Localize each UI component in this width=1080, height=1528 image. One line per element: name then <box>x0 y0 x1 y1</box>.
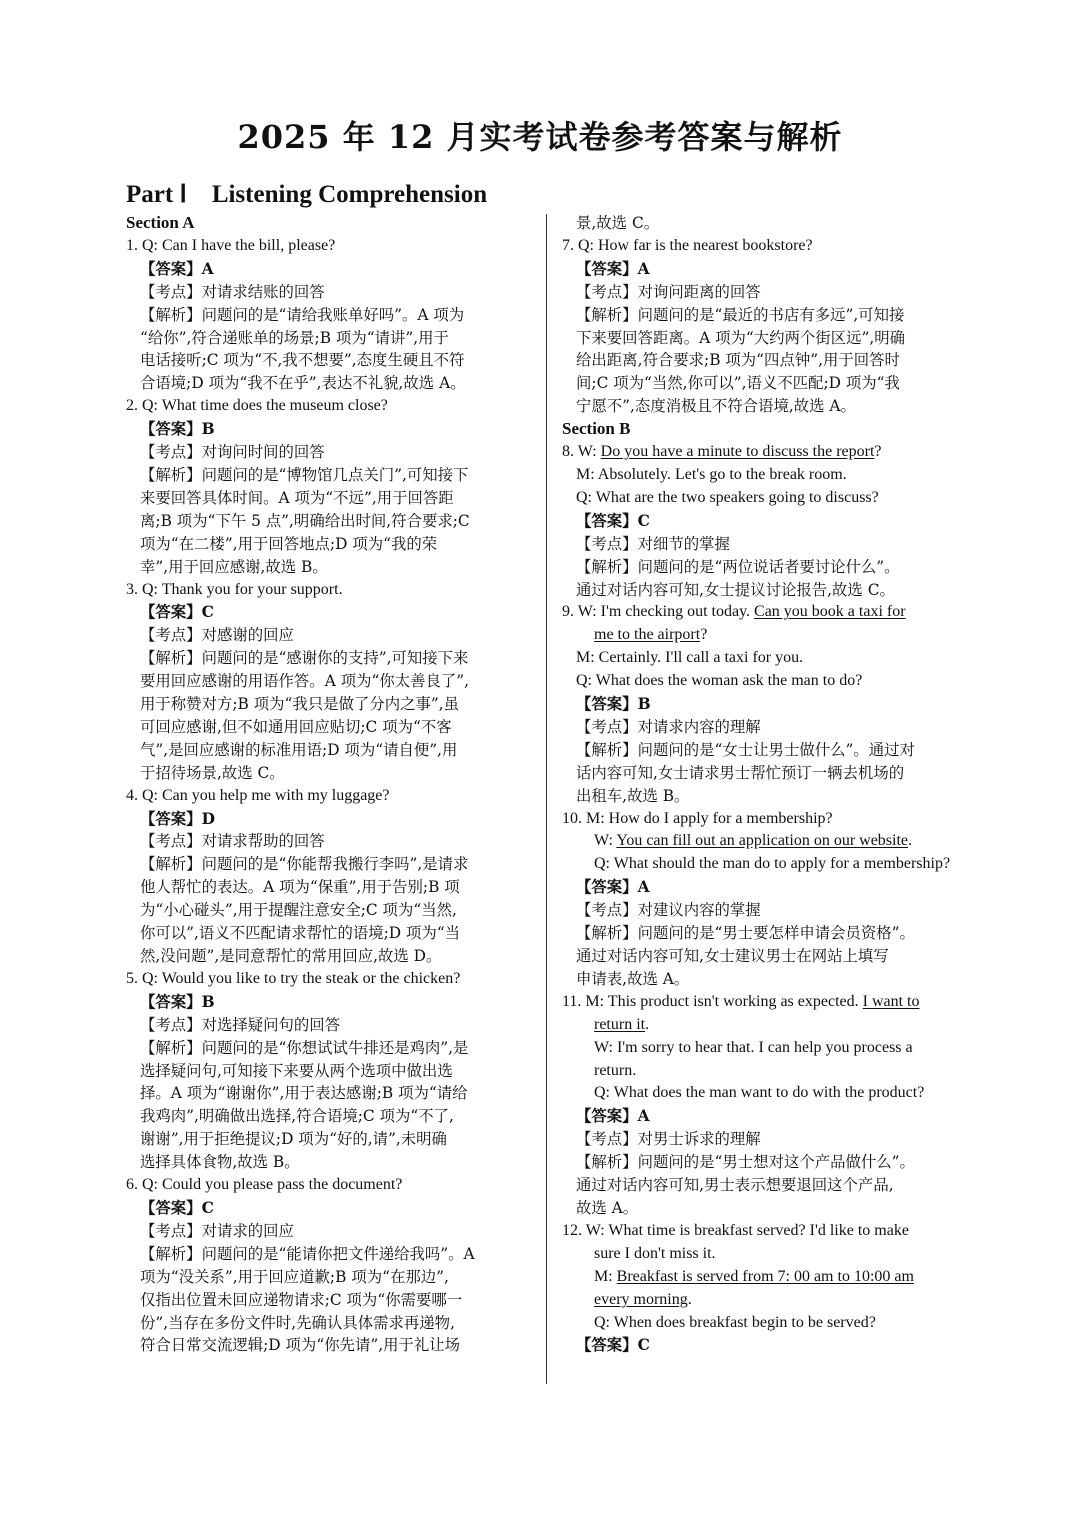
explanation-line <box>126 922 536 945</box>
dialogue-line <box>562 670 978 693</box>
part-heading: Part Ⅰ Listening Comprehension <box>126 181 488 208</box>
line-text: 9. W: I'm checking out today. <box>562 603 755 621</box>
explanation-line <box>126 372 536 395</box>
question-line <box>126 235 536 258</box>
line-text: 份”,当存在多份文件时,先确认具体需求再递物, <box>140 1313 455 1332</box>
line-text: 【解析】问题问的是“男士想对这个产品做什么”。 <box>576 1153 915 1172</box>
line-text: M: <box>594 1267 617 1285</box>
explanation-line <box>126 281 536 304</box>
line-text: 我鸡肉”,明确做出选择,符合语境;C 项为“不了, <box>140 1107 454 1126</box>
page-title: 2025 年 12 月实考试卷参考答案与解析 <box>237 118 843 156</box>
answer-line <box>562 1334 978 1357</box>
line-text: 6. Q: Could you please pass the document? <box>126 1176 403 1194</box>
line-text: 【解析】问题问的是“男士要怎样申请会员资格”。 <box>576 924 915 943</box>
underlined-text: return it <box>594 1015 646 1033</box>
explanation-line <box>126 739 536 762</box>
line-text: 【答案】B <box>140 420 215 439</box>
line-text: sure I don't miss it. <box>594 1244 716 1262</box>
line-text: 【答案】C <box>576 1336 650 1355</box>
line-text: Q: What does the man want to do with the product? <box>594 1084 925 1102</box>
line-text: 间;C 项为“当然,你可以”,语义不匹配;D 项为“我 <box>576 374 900 393</box>
line-text: 通过对话内容可知,男士表示想要退回这个产品, <box>576 1176 894 1195</box>
line-text: 12. W: What time is breakfast served? I'd like to make <box>562 1221 909 1239</box>
explanation-line <box>126 1151 536 1174</box>
line-text: 择。A 项为“谢谢你”,用于表达感谢;B 项为“请给 <box>140 1084 468 1103</box>
answer-line <box>562 876 978 899</box>
explanation-line <box>562 968 978 991</box>
line-text: 选择具体食物,故选 B。 <box>140 1153 300 1172</box>
line-text: 故选 A。 <box>576 1198 639 1217</box>
line-text: 【答案】A <box>576 878 650 897</box>
explanation-line <box>562 1151 978 1174</box>
explanation-line <box>562 372 978 395</box>
answer-line <box>126 601 536 624</box>
line-text: 出租车,故选 B。 <box>576 786 690 805</box>
left-column <box>126 212 536 1357</box>
line-text: Q: When does breakfast begin to be served? <box>594 1313 876 1331</box>
underlined-text: Do you have a minute to discuss the report <box>600 443 875 461</box>
line-text: 然,没问题”,是同意帮忙的常用回应,故选 D。 <box>140 947 442 965</box>
dialogue-line <box>562 647 978 670</box>
explanation-line <box>126 716 536 739</box>
line-text: 4. Q: Can you help me with my luggage? <box>126 786 390 804</box>
underlined-text: Can you book a taxi for <box>754 603 906 621</box>
line-text: 【解析】问题问的是“最近的书店有多远”,可知接 <box>576 305 905 324</box>
explanation-line <box>126 899 536 922</box>
line-text: 话内容可知,女士请求男士帮忙预订一辆去机场的 <box>576 763 905 782</box>
explanation-line <box>562 922 978 945</box>
line-text: 【解析】问题问的是“博物馆几点关门”,可知接下 <box>140 465 469 484</box>
line-text: 5. Q: Would you like to try the steak or the chicken? <box>126 969 461 987</box>
line-text: 合语境;D 项为“我不在乎”,表达不礼貌,故选 A。 <box>140 374 466 393</box>
explanation-line <box>562 1197 978 1220</box>
question-line <box>126 785 536 808</box>
underlined-text: me to the airport <box>594 626 701 644</box>
explanation-line <box>562 281 978 304</box>
line-text: 下来要回答距离。A 项为“大约两个街区远”,明确 <box>576 328 906 347</box>
explanation-line <box>126 1128 536 1151</box>
explanation-line <box>126 1220 536 1243</box>
answer-line <box>126 808 536 831</box>
line-text: “给你”,符合递账单的场景;B 项为“请讲”,用于 <box>140 328 449 347</box>
line-text: 宁愿不”,态度消极且不符合语境,故选 A。 <box>576 397 856 416</box>
question-line <box>126 579 536 602</box>
explanation-line <box>126 1312 536 1335</box>
line-text: 谢谢”,用于拒绝提议;D 项为“好的,请”,未明确 <box>140 1130 447 1149</box>
explanation-line <box>126 441 536 464</box>
explanation-line <box>562 1128 978 1151</box>
column-divider <box>546 214 547 1384</box>
dialogue-line <box>562 1037 978 1060</box>
line-text: 7. Q: How far is the nearest bookstore? <box>562 236 813 254</box>
question-line <box>562 1220 978 1243</box>
line-text: 【解析】问题问的是“两位说话者要讨论什么”。 <box>576 557 900 576</box>
line-text: 【考点】对请求帮助的回答 <box>140 832 325 851</box>
explanation-line <box>126 1082 536 1105</box>
question-line <box>562 601 978 624</box>
underlined-text: I want to <box>862 992 920 1010</box>
line-text: 【答案】A <box>576 259 650 278</box>
line-text: 【答案】D <box>140 809 215 828</box>
line-text: W: <box>594 832 617 850</box>
line-text: 【解析】问题问的是“请给我账单好吗”。A 项为 <box>140 305 465 324</box>
line-text: 【答案】C <box>576 511 650 530</box>
explanation-line <box>562 556 978 579</box>
explanation-line <box>126 762 536 785</box>
line-text: 申请表,故选 A。 <box>576 969 690 988</box>
line-text: 【答案】A <box>576 1107 650 1126</box>
explanation-line <box>126 533 536 556</box>
answer-line <box>126 418 536 441</box>
line-text: 选择疑问句,可知接下来要从两个选项中做出选 <box>140 1061 453 1080</box>
line-text: 景,故选 C。 <box>576 214 660 232</box>
line-text: 【答案】C <box>140 603 214 622</box>
line-text: 他人帮忙的表达。A 项为“保重”,用于告别;B 项 <box>140 878 460 897</box>
line-text: 11. M: This product isn't working as expected. <box>562 992 863 1010</box>
line-text: 气”,是回应感谢的标准用语;D 项为“请自便”,用 <box>140 740 458 759</box>
explanation-line <box>562 899 978 922</box>
line-text: 【考点】对请求结账的回答 <box>140 282 325 301</box>
explanation-line <box>562 1174 978 1197</box>
line-text: 符合日常交流逻辑;D 项为“你先请”,用于礼让场 <box>140 1336 461 1355</box>
line-text: 【答案】B <box>140 992 215 1011</box>
line-text: W: I'm sorry to hear that. I can help you process a <box>594 1038 913 1056</box>
dialogue-line <box>562 1082 978 1105</box>
line-text: 10. M: How do I apply for a membership? <box>562 809 833 827</box>
line-text-after: . <box>908 832 913 850</box>
line-text: 【解析】问题问的是“你想试试牛排还是鸡肉”,是 <box>140 1038 469 1057</box>
explanation-line <box>126 1014 536 1037</box>
answer-line <box>126 991 536 1014</box>
question-line <box>126 968 536 991</box>
line-text: 【考点】对请求内容的理解 <box>576 717 761 736</box>
line-text: 要用回应感谢的用语作答。A 项为“你太善良了”, <box>140 672 470 691</box>
answer-line <box>562 510 978 533</box>
line-text: 离;B 项为“下午 5 点”,明确给出时间,符合要求;C <box>140 511 470 530</box>
section-heading <box>126 212 536 235</box>
explanation-line <box>562 533 978 556</box>
line-text-after: . <box>687 1290 692 1308</box>
dialogue-line <box>562 464 978 487</box>
explanation-line <box>562 762 978 785</box>
underlined-text: every morning <box>594 1290 688 1308</box>
explanation-line <box>126 1060 536 1083</box>
dialogue-line <box>562 1266 978 1289</box>
question-line <box>562 441 978 464</box>
question-line <box>562 235 978 258</box>
line-text: 项为“在二楼”,用于回答地点;D 项为“我的荣 <box>140 534 438 553</box>
explanation-line <box>126 464 536 487</box>
explanation-line <box>126 693 536 716</box>
line-text: 用于称赞对方;B 项为“我只是做了分内之事”,虽 <box>140 695 460 714</box>
dialogue-line <box>562 1312 978 1335</box>
question-line <box>126 1174 536 1197</box>
line-text: 8. W: <box>562 443 601 461</box>
line-text: M: Certainly. I'll call a taxi for you. <box>576 649 804 667</box>
answer-line <box>562 258 978 281</box>
question-line <box>126 395 536 418</box>
line-text: 通过对话内容可知,女士建议男士在网站上填写 <box>576 947 889 965</box>
dialogue-line <box>562 1014 978 1037</box>
explanation-line <box>126 945 536 968</box>
line-text: 【考点】对请求的回应 <box>140 1221 294 1240</box>
question-line <box>562 808 978 831</box>
explanation-line <box>126 647 536 670</box>
line-text: 为“小心碰头”,用于提醒注意安全;C 项为“当然, <box>140 901 457 920</box>
explanation-line <box>562 304 978 327</box>
explanation-line <box>126 1289 536 1312</box>
answer-line <box>562 1105 978 1128</box>
explanation-line <box>126 876 536 899</box>
line-text: Section B <box>562 419 631 439</box>
explanation-line <box>562 785 978 808</box>
explanation-line <box>126 1334 536 1357</box>
explanation-line <box>562 395 978 418</box>
line-text: 你可以”,语义不匹配请求帮忙的语境;D 项为“当 <box>140 924 461 943</box>
line-text: 【答案】B <box>576 695 651 714</box>
explanation-line <box>126 487 536 510</box>
line-text: 幸”,用于回应感谢,故选 B。 <box>140 557 328 576</box>
line-text: 【答案】A <box>140 259 214 278</box>
line-text: M: Absolutely. Let's go to the break room. <box>576 465 847 483</box>
line-text: 【考点】对询问时间的回答 <box>140 443 325 462</box>
line-text: 给出距离,符合要求;B 项为“四点钟”,用于回答时 <box>576 351 900 370</box>
explanation-line <box>562 945 978 968</box>
dialogue-line <box>562 830 978 853</box>
explanation-line <box>562 349 978 372</box>
line-text: 【考点】对选择疑问句的回答 <box>140 1015 341 1034</box>
line-text: 【考点】对感谢的回应 <box>140 626 294 645</box>
line-text: Q: What does the woman ask the man to do? <box>576 672 863 690</box>
underlined-text: You can fill out an application on our website <box>616 832 909 850</box>
line-text: 【考点】对男士诉求的理解 <box>576 1130 761 1149</box>
line-text: 仅指出位置未回应递物请求;C 项为“你需要哪一 <box>140 1290 463 1309</box>
question-line <box>562 991 978 1014</box>
explanation-line <box>126 1266 536 1289</box>
explanation-line <box>126 624 536 647</box>
explanation-line <box>126 1037 536 1060</box>
line-text: Q: What are the two speakers going to discuss? <box>576 488 879 506</box>
line-text-after: ? <box>874 443 882 461</box>
explanation-line <box>562 716 978 739</box>
dialogue-line <box>562 624 978 647</box>
line-text: 通过对话内容可知,女士提议讨论报告,故选 C。 <box>576 580 895 599</box>
dialogue-line <box>562 1289 978 1312</box>
right-column <box>562 212 978 1357</box>
line-text-after: ? <box>700 626 708 644</box>
line-text: Q: What should the man do to apply for a membership? <box>594 855 951 873</box>
line-text: 1. Q: Can I have the bill, please? <box>126 236 336 254</box>
line-text: 【解析】问题问的是“能请你把文件递给我吗”。A <box>140 1244 475 1263</box>
line-text: 【解析】问题问的是“你能帮我搬行李吗”,是请求 <box>140 855 469 874</box>
line-text: 【考点】对细节的掌握 <box>576 534 730 553</box>
explanation-line <box>126 1243 536 1266</box>
line-text: 于招待场景,故选 C。 <box>140 763 285 782</box>
line-text: 【考点】对建议内容的掌握 <box>576 901 761 920</box>
line-text: 【解析】问题问的是“感谢你的支持”,可知接下来 <box>140 649 469 668</box>
section-heading <box>562 418 978 441</box>
explanation-line <box>126 349 536 372</box>
explanation-line <box>126 670 536 693</box>
explanation-line <box>126 830 536 853</box>
line-text: 3. Q: Thank you for your support. <box>126 580 343 598</box>
line-text: 可回应感谢,但不如通用回应贴切;C 项为“不客 <box>140 717 452 736</box>
line-text: 项为“没关系”,用于回应道歉;B 项为“在那边”, <box>140 1267 449 1286</box>
explanation-line <box>562 327 978 350</box>
explanation-line <box>126 327 536 350</box>
explanation-line <box>562 212 978 235</box>
underlined-text: Breakfast is served from 7: 00 am to 10:00 am <box>616 1267 914 1285</box>
line-text: 【答案】C <box>140 1198 214 1217</box>
answer-line <box>562 693 978 716</box>
explanation-line <box>126 1105 536 1128</box>
line-text-after: . <box>645 1015 650 1033</box>
explanation-line <box>126 510 536 533</box>
explanation-line <box>562 739 978 762</box>
explanation-line <box>126 304 536 327</box>
explanation-line <box>126 556 536 579</box>
dialogue-line <box>562 853 978 876</box>
line-text: Section A <box>126 213 195 232</box>
line-text: return. <box>594 1061 637 1079</box>
dialogue-line <box>562 1243 978 1266</box>
answer-line <box>126 258 536 281</box>
explanation-line <box>126 853 536 876</box>
line-text: 电话接听;C 项为“不,我不想要”,态度生硬且不符 <box>140 351 465 370</box>
line-text: 来要回答具体时间。A 项为“不远”,用于回答距 <box>140 488 454 507</box>
line-text: 【考点】对询问距离的回答 <box>576 282 761 301</box>
dialogue-line <box>562 487 978 510</box>
answer-line <box>126 1197 536 1220</box>
explanation-line <box>562 579 978 602</box>
line-text: 【解析】问题问的是“女士让男士做什么”。通过对 <box>576 740 915 759</box>
dialogue-line <box>562 1060 978 1083</box>
line-text: 2. Q: What time does the museum close? <box>126 397 388 415</box>
